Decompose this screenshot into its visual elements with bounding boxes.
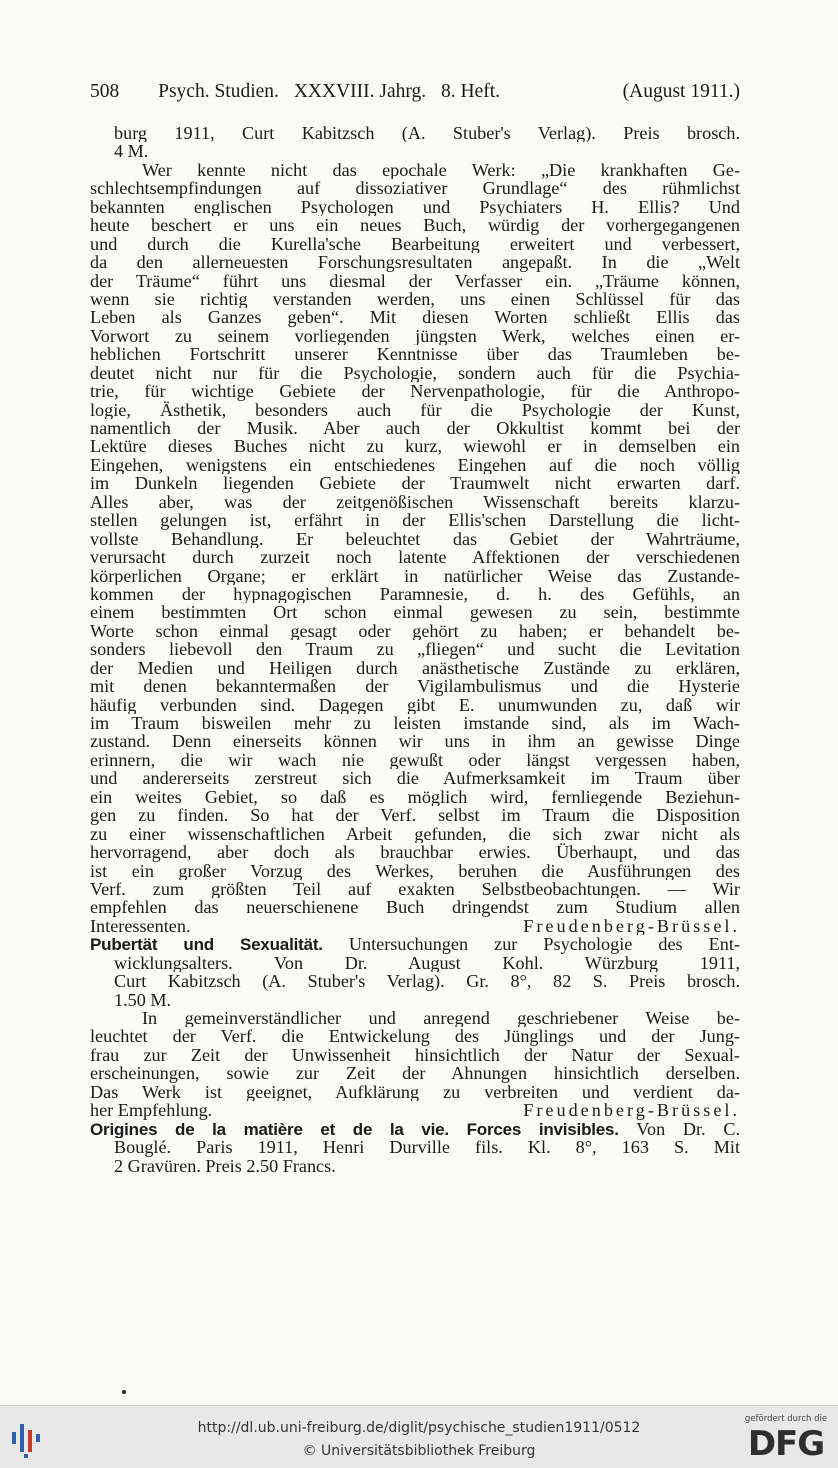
text-line: Das Werk ist geeignet, Aufklärung zu verbreiten und verdient da-	[90, 1082, 740, 1102]
text-line: verursacht durch zurzeit noch latente Affektionen der verschiedenen	[90, 548, 740, 567]
text-line: heute beschert er uns ein neues Buch, würdig der vorhergegangenen	[90, 216, 740, 235]
text-line: Verf. zum größten Teil auf exakten Selbstbeobachtungen. — Wir	[90, 879, 740, 899]
text-line: Bouglé. Paris 1911, Henri Durville fils. Kl. 8°, 163 S. Mit	[114, 1138, 740, 1157]
reviewer-signature: Freudenberg-Brüssel.	[523, 1101, 740, 1120]
permalink-url[interactable]: http://dl.ub.uni-freiburg.de/diglit/psychische_studien1911/0512	[197, 1420, 641, 1436]
text-line: zustand. Denn einerseits können wir uns in ihm an gewisse Dinge	[90, 732, 740, 751]
text-line: sonders liebevoll den Traum zu „fliegen“ und sucht die Levitation	[90, 640, 740, 659]
text-line: Curt Kabitzsch (A. Stuber's Verlag). Gr. 8°, 82 S. Preis brosch.	[114, 972, 740, 991]
text-line: Untersuchungen zur Psychologie des Ent-	[348, 935, 740, 954]
text-line: wicklungsalters. Von Dr. August Kohl. Würzburg 1911,	[114, 953, 740, 973]
text-line: Lektüre dieses Buches nicht zu kurz, wiewohl er in demselben ein	[90, 437, 740, 456]
text-line: bekannten englischen Psychologen und Psychiaters H. Ellis? Und	[90, 197, 740, 217]
text-line: schlechtsempfindungen auf dissoziativer Grundlage“ des rühmlichst	[90, 179, 740, 198]
text-line: mit denen bekanntermaßen der Vigilambulismus und die Hysterie	[90, 677, 740, 696]
issue-label: 8. Heft.	[441, 81, 501, 102]
text-line: logie, Ästhetik, besonders auch für die Psychologie der Kunst,	[90, 400, 740, 419]
text-line: häufig verbunden sind. Dagegen gibt E. unumwunden zu, daß wir	[90, 695, 740, 714]
text-line: einem bestimmten Ort schon einmal gewesen zu sein, bestimmte	[90, 603, 740, 622]
text-line: trie, für wichtige Gebiete der Nervenpathologie, für die Anthropo-	[90, 382, 740, 401]
page-number: 508	[90, 81, 120, 102]
issue-date: (August 1911.)	[622, 81, 740, 102]
text-line: vollste Behandlung. Er beleuchtet das Gebiet der Wahrträume,	[90, 529, 740, 549]
review-heading-line	[90, 935, 740, 953]
text-line: namentlich der Musik. Aber auch der Okkultist kommt bei der	[90, 419, 740, 438]
text-line: und durch die Kurella'sche Bearbeitung erweitert und verbessert,	[90, 234, 740, 254]
copyright-notice: © Universitätsbibliothek Freiburg	[302, 1443, 536, 1459]
text-line: 4 M.	[114, 142, 149, 161]
text-line: im Dunkeln liegenden Gebiete der Traumwelt nicht erwarten darf.	[90, 474, 740, 493]
text-line: hervorragend, aber doch als brauchbar erwies. Überhaupt, und das	[90, 843, 740, 862]
text-line: da den allerneuesten Forschungsresultaten angepaßt. In die „Welt	[90, 253, 740, 272]
text-line: Wer kennte nicht das epochale Werk: „Die krankhaften Ge-	[142, 160, 740, 180]
ink-speck	[122, 1390, 126, 1394]
closing-word: her Empfehlung.	[90, 1101, 213, 1120]
text-line: Leben als Ganzes geben“. Mit diesen Worten schließt Ellis das	[90, 308, 740, 327]
text-line: ein weites Gebiet, so daß es möglich wird, fernliegende Beziehun-	[90, 787, 740, 807]
text-line: deutet nicht nur für die Psychologie, sondern auch für die Psychia-	[90, 363, 740, 383]
running-header	[90, 80, 740, 104]
text-line: kommen der hypnagogischen Paramnesie, d. h. des Gefühls, an	[90, 584, 740, 604]
page-body	[90, 124, 740, 1175]
book-title: Origines de la matière et de la vie. Forces invisibles.	[90, 1119, 619, 1139]
viewer-footer	[0, 1405, 838, 1468]
review-signature-line	[90, 1101, 740, 1119]
text-line: empfehlen das neuerschienene Buch dringendst zum Studium allen	[90, 898, 740, 917]
volume-label: XXXVIII. Jahrg.	[293, 81, 427, 102]
funding-caption: gefördert durch die	[744, 1414, 828, 1424]
text-line: frau zur Zeit der Unwissenheit hinsichtlich der Natur der Sexual-	[90, 1045, 740, 1065]
review-signature-line	[90, 917, 740, 935]
text-line: zu einer wissenschaftlichen Arbeit gefunden, die sich zwar nicht als	[90, 824, 740, 844]
text-line: körperlichen Organe; er erklärt in natürlicher Weise das Zustande-	[90, 566, 740, 585]
reviewer-signature: Freudenberg-Brüssel.	[523, 916, 740, 936]
book-title: Pubertät und Sexualität.	[90, 935, 323, 954]
text-line: stellen gelungen ist, erfährt in der Ellis'schen Darstellung die licht-	[90, 511, 740, 530]
text-line: In gemeinverständlicher und anregend geschriebener Weise be-	[142, 1009, 740, 1028]
dfg-logo: DFG	[747, 1424, 825, 1464]
text-line: erinnern, die wir wach nie gewußt oder längst vergessen haben,	[90, 750, 740, 770]
text-line: der Medien und Heiligen durch anästhetische Zustände zu erklären,	[90, 658, 740, 678]
text-line: Alles aber, was der zeitgenößischen Wissenschaft bereits klarzu-	[90, 492, 740, 512]
text-line: im Traum bisweilen mehr zu leisten imstande sind, als im Wach-	[90, 714, 740, 733]
text-line: Vorwort zu seinem vorliegenden jüngsten Werk, welches einen er-	[90, 326, 740, 346]
text-line: burg 1911, Curt Kabitzsch (A. Stuber's Verlag). Preis brosch.	[114, 124, 740, 143]
text-line: der Träume“ führt uns diesmal der Verfasser ein. „Träume können,	[90, 271, 740, 290]
text-line: Worte schon einmal gesagt oder gehört zu haben; er behandelt be-	[90, 621, 740, 641]
text-line: heblichen Fortschritt unserer Kenntnisse über das Traumleben be-	[90, 345, 740, 364]
text-line: Eingehen, wenigstens ein entschiedenes Eingehen auf die noch völlig	[90, 455, 740, 475]
review-heading-line	[90, 1120, 740, 1138]
text-line: 1.50 M.	[114, 990, 172, 1009]
text-line: wenn sie richtig verstanden werden, uns einen Schlüssel für das	[90, 289, 740, 309]
text-line: und andererseits zerstreut sich die Aufmerksamkeit im Traum über	[90, 769, 740, 788]
text-line: ist ein großer Vorzug des Werkes, beruhen die Ausführungen des	[90, 861, 740, 880]
text-line: gen zu finden. So hat der Verf. selbst im Traum die Disposition	[90, 806, 740, 825]
journal-title: Psych. Studien.	[158, 81, 279, 102]
closing-word: Interessenten.	[90, 916, 191, 936]
text-line: erscheinungen, sowie zur Zeit der Ahnungen hinsichtlich derselben.	[90, 1064, 740, 1083]
text-line: leuchtet der Verf. die Entwickelung des Jünglings und der Jung-	[90, 1027, 740, 1046]
text-line: Von Dr. C.	[636, 1119, 740, 1139]
text-line: 2 Gravüren. Preis 2.50 Francs.	[114, 1156, 336, 1175]
